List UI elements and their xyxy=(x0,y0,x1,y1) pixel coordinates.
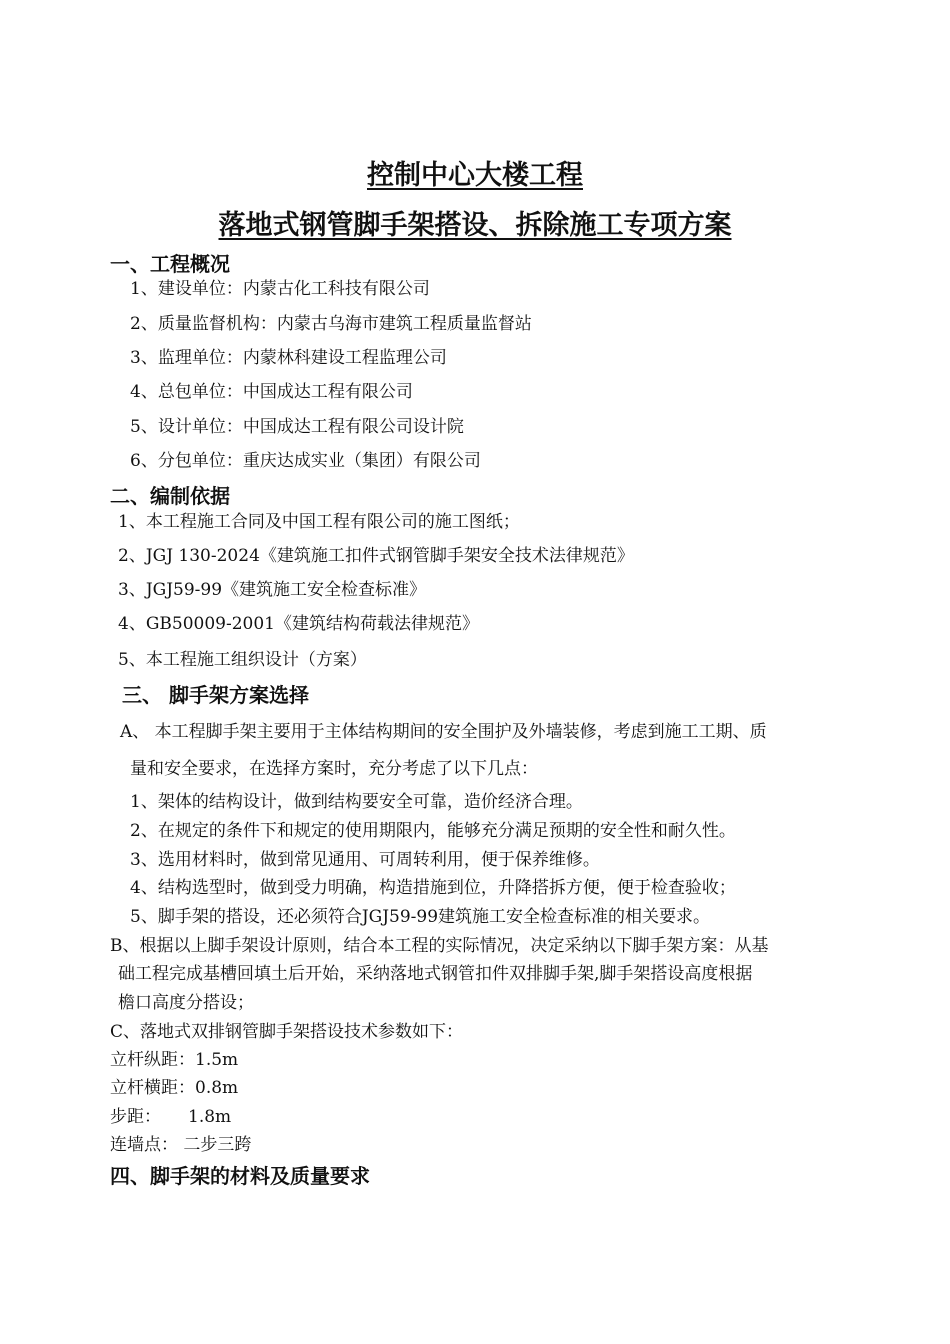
list-item: 2、质量监督机构：内蒙古乌海市建筑工程质量监督站 xyxy=(130,314,532,334)
section-1-heading: 一、工程概况 xyxy=(110,252,230,276)
paragraph-c-line: C、落地式双排钢管脚手架搭设技术参数如下： xyxy=(110,1022,464,1042)
paragraph-b-line: 础工程完成基槽回填土后开始，采纳落地式钢管扣件双排脚手架,脚手架搭设高度根据 xyxy=(118,964,753,984)
list-item: 3、监理单位：内蒙林科建设工程监理公司 xyxy=(130,348,447,368)
list-item: 4、总包单位：中国成达工程有限公司 xyxy=(130,382,413,402)
list-item: 5、设计单位：中国成达工程有限公司设计院 xyxy=(130,417,464,437)
list-item: 2、JGJ 130-2024《建筑施工扣件式钢管脚手架安全技术法律规范》 xyxy=(118,546,634,566)
paragraph-a-line: 量和安全要求，在选择方案时，充分考虑了以下几点： xyxy=(130,759,538,779)
list-item: 4、GB50009-2001《建筑结构荷载法律规范》 xyxy=(118,614,479,634)
parameter-line: 连墙点： 二步三跨 xyxy=(110,1135,252,1155)
list-item: 4、结构选型时，做到受力明确，构造措施到位，升降搭拆方便，便于检查验收； xyxy=(130,878,736,898)
parameter-line: 立杆横距：0.8m xyxy=(110,1078,239,1098)
list-item: 1、架体的结构设计，做到结构要安全可靠，造价经济合理。 xyxy=(130,792,583,812)
parameter-line: 步距： 1.8m xyxy=(110,1107,232,1127)
list-item: 5、脚手架的搭设，还必须符合JGJ59-99建筑施工安全检查标准的相关要求。 xyxy=(130,907,711,927)
section-4-heading: 四、脚手架的材料及质量要求 xyxy=(110,1164,370,1188)
paragraph-a-line: A、 本工程脚手架主要用于主体结构期间的安全围护及外墙装修，考虑到施工工期、质 xyxy=(120,722,767,742)
list-item: 2、在规定的条件下和规定的使用期限内，能够充分满足预期的安全性和耐久性。 xyxy=(130,821,736,841)
list-item: 3、选用材料时，做到常见通用、可周转利用，便于保养维修。 xyxy=(130,850,600,870)
section-3-heading: 三、 脚手架方案选择 xyxy=(122,683,309,707)
paragraph-b-line: B、根据以上脚手架设计原则，结合本工程的实际情况，决定采纳以下脚手架方案：从基 xyxy=(110,936,769,956)
list-item: 1、建设单位：内蒙古化工科技有限公司 xyxy=(130,279,430,299)
document-title: 控制中心大楼工程 xyxy=(367,160,583,191)
document-subtitle: 落地式钢管脚手架搭设、拆除施工专项方案 xyxy=(218,210,732,241)
parameter-line: 立杆纵距：1.5m xyxy=(110,1050,239,1070)
list-item: 1、本工程施工合同及中国工程有限公司的施工图纸； xyxy=(118,512,520,532)
list-item: 6、分包单位：重庆达成实业（集团）有限公司 xyxy=(130,451,481,471)
list-item: 5、本工程施工组织设计（方案） xyxy=(118,650,367,670)
section-2-heading: 二、编制依据 xyxy=(110,484,230,508)
paragraph-b-line: 檐口高度分搭设； xyxy=(118,993,254,1013)
list-item: 3、JGJ59-99《建筑施工安全检查标准》 xyxy=(118,580,427,600)
